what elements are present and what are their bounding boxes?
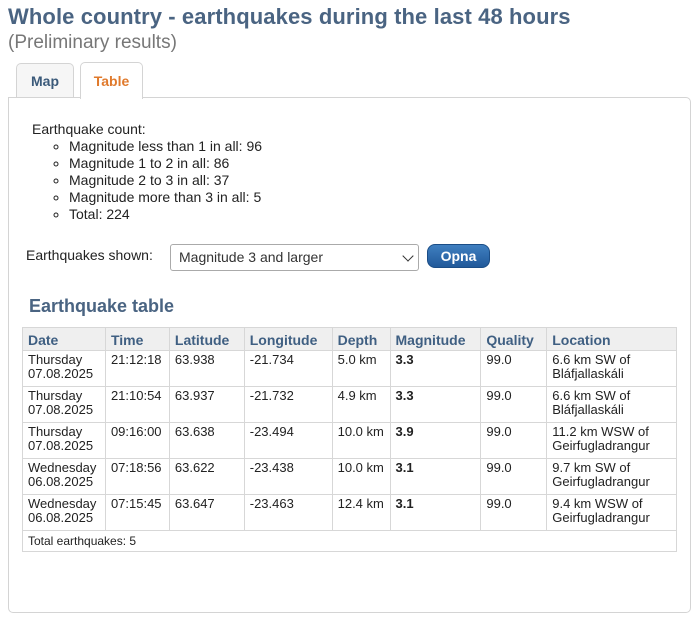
column-header-date: Date — [23, 328, 106, 351]
date-cell — [23, 423, 106, 459]
quality-cell: 99.0 — [481, 459, 547, 495]
depth-cell: 4.9 km — [332, 387, 390, 423]
location-cell: 9.4 km WSW of Geirfugladrangur — [547, 495, 677, 531]
latitude-cell: 63.622 — [169, 459, 244, 495]
column-header-latitude: Latitude — [169, 328, 244, 351]
summary-heading: Earthquake count: — [32, 121, 146, 137]
depth-cell: 10.0 km — [332, 459, 390, 495]
total-earthquakes: Total earthquakes: 5 — [23, 531, 677, 552]
location-cell: 11.2 km WSW of Geirfugladrangur — [547, 423, 677, 459]
table-header-row — [23, 328, 677, 351]
magnitude-cell: 3.3 — [390, 387, 481, 423]
chevron-down-icon — [402, 250, 413, 261]
magnitude-filter-select[interactable] — [170, 244, 419, 271]
column-header-quality: Quality — [481, 328, 547, 351]
longitude-cell: -23.494 — [244, 423, 332, 459]
quality-cell: 99.0 — [481, 423, 547, 459]
summary-item: ◦ Magnitude 2 to 3 in all: 37 — [69, 172, 262, 189]
latitude-cell: 63.638 — [169, 423, 244, 459]
date: 07.08.2025 — [28, 402, 94, 417]
summary-item: ◦ Magnitude 1 to 2 in all: 86 — [69, 155, 262, 172]
weekday: Thursday — [28, 424, 83, 439]
earthquake-table — [22, 327, 677, 552]
table-total-row — [23, 531, 677, 552]
tab-map[interactable]: Map — [16, 63, 74, 98]
weekday: Wednesday — [28, 460, 97, 475]
depth-cell: 12.4 km — [332, 495, 390, 531]
date-cell — [23, 351, 106, 387]
weekday: Wednesday — [28, 496, 97, 511]
quality-cell: 99.0 — [481, 387, 547, 423]
time-cell: 21:10:54 — [105, 387, 169, 423]
tab-table[interactable]: Table — [80, 62, 143, 99]
date: 06.08.2025 — [28, 474, 94, 489]
depth-cell: 10.0 km — [332, 423, 390, 459]
latitude-cell: 63.647 — [169, 495, 244, 531]
location-cell: 6.6 km SW of Bláfjallaskáli — [547, 351, 677, 387]
latitude-cell: 63.938 — [169, 351, 244, 387]
summary-item: ◦ Total: 224 — [69, 206, 262, 223]
date: 07.08.2025 — [28, 438, 94, 453]
depth-cell: 5.0 km — [332, 351, 390, 387]
longitude-cell: -21.734 — [244, 351, 332, 387]
quality-cell: 99.0 — [481, 351, 547, 387]
summary-list — [32, 138, 262, 223]
magnitude-cell: 3.1 — [390, 495, 481, 531]
earthquake-count-summary — [32, 121, 262, 223]
page-subtitle: (Preliminary results) — [8, 32, 177, 53]
magnitude-cell: 3.9 — [390, 423, 481, 459]
magnitude-cell: 3.3 — [390, 351, 481, 387]
column-header-magnitude: Magnitude — [390, 328, 481, 351]
longitude-cell: -23.438 — [244, 459, 332, 495]
longitude-cell: -21.732 — [244, 387, 332, 423]
time-cell: 07:18:56 — [105, 459, 169, 495]
table-row — [23, 495, 677, 531]
time-cell: 21:12:18 — [105, 351, 169, 387]
filter-label: Earthquakes shown: — [26, 247, 153, 263]
latitude-cell: 63.937 — [169, 387, 244, 423]
date-cell — [23, 387, 106, 423]
date-cell — [23, 459, 106, 495]
page-title: Whole country - earthquakes during the last 48 hours — [8, 4, 571, 29]
location-cell: 6.6 km SW of Bláfjallaskáli — [547, 387, 677, 423]
table-row — [23, 351, 677, 387]
date-cell — [23, 495, 106, 531]
date: 07.08.2025 — [28, 366, 94, 381]
column-header-depth: Depth — [332, 328, 390, 351]
time-cell: 07:15:45 — [105, 495, 169, 531]
summary-item: ◦ Magnitude more than 3 in all: 5 — [69, 189, 262, 206]
column-header-location: Location — [547, 328, 677, 351]
table-heading: Earthquake table — [29, 296, 175, 316]
weekday: Thursday — [28, 352, 83, 367]
longitude-cell: -23.463 — [244, 495, 332, 531]
column-header-time: Time — [105, 328, 169, 351]
select-value: Magnitude 3 and larger — [179, 249, 323, 265]
table-row — [23, 423, 677, 459]
table-row — [23, 387, 677, 423]
magnitude-cell: 3.1 — [390, 459, 481, 495]
quality-cell: 99.0 — [481, 495, 547, 531]
location-cell: 9.7 km SW of Geirfugladrangur — [547, 459, 677, 495]
column-header-longitude: Longitude — [244, 328, 332, 351]
weekday: Thursday — [28, 388, 83, 403]
date: 06.08.2025 — [28, 510, 94, 525]
time-cell: 09:16:00 — [105, 423, 169, 459]
table-row — [23, 459, 677, 495]
open-button[interactable]: Opna — [427, 244, 490, 268]
summary-item: ◦ Magnitude less than 1 in all: 96 — [69, 138, 262, 155]
